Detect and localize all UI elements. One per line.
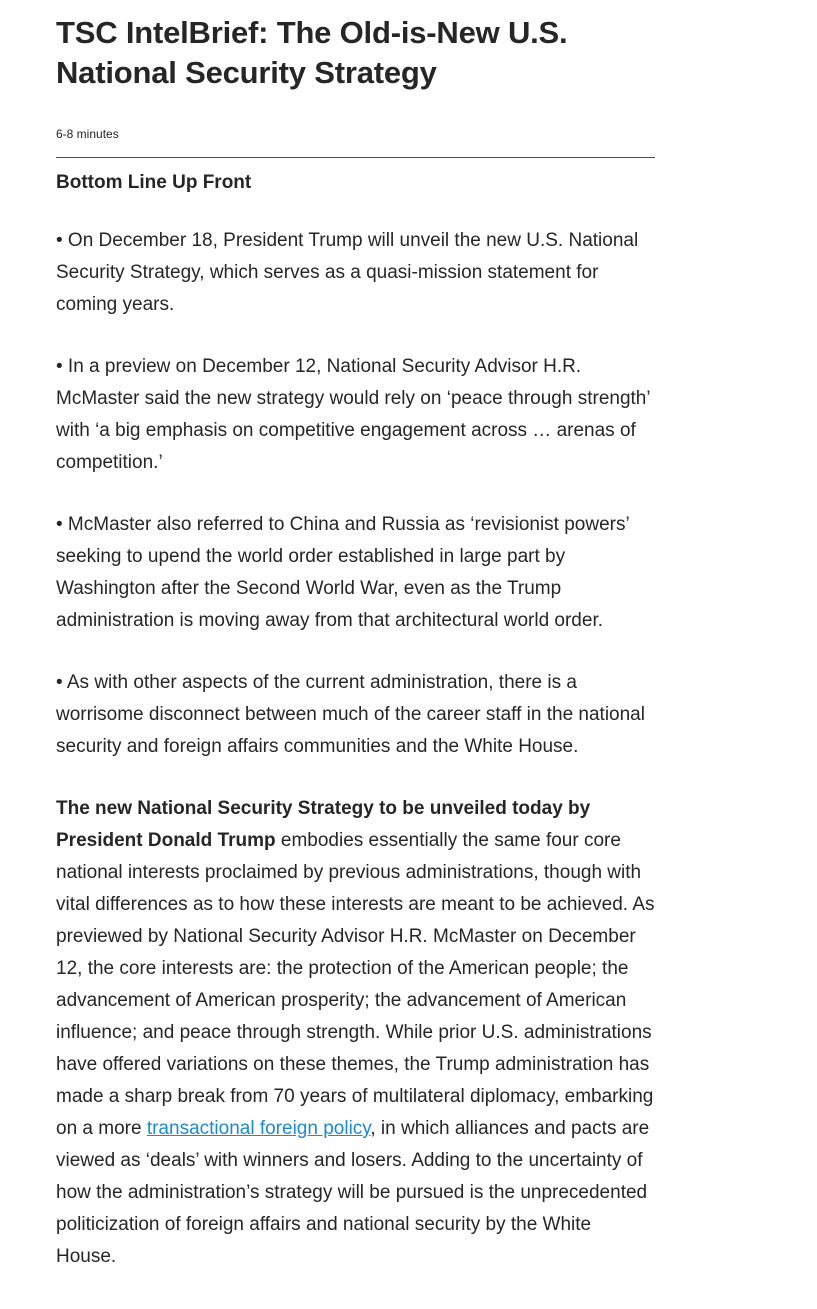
body-text-continued: , in which alliances and pacts are viewed as ‘deals’ with winners and losers. Adding to the uncertainty of how the administration’s strategy will be pursued is the unprecedented politicization of foreign affairs and national security by the White House.: [56, 1118, 650, 1267]
bullet-point: • McMaster also referred to China and Russia as ‘revisionist powers’ seeking to upend the world order established in large part by Washington after the Second World War, even as the Trump administration is moving away from that architectural world order.: [56, 514, 630, 631]
bold-lead: The new National Security Strategy to be unveiled today by President Donald Trump: [56, 798, 591, 851]
read-time: 6-8 minutes: [56, 127, 119, 141]
article-title: TSC IntelBrief: The Old-is-New U.S. National Security Strategy: [56, 15, 568, 90]
bullet-point: • As with other aspects of the current administration, there is a worrisome disconnect between much of the career staff in the national security and foreign affairs communities and the White House.: [56, 672, 645, 757]
body-paragraph: [56, 793, 656, 1273]
section-heading: Bottom Line Up Front: [56, 172, 252, 193]
transactional-foreign-policy-link[interactable]: transactional foreign policy: [146, 1118, 371, 1139]
bullet-point: • In a preview on December 12, National Security Advisor H.R. McMaster said the new strategy would rely on ‘peace through strength’ with ‘a big emphasis on competitive engagement across … arenas of competition.’: [56, 356, 650, 473]
bullet-point: • On December 18, President Trump will unveil the new U.S. National Security Strategy, which serves as a quasi-mission statement for coming years.: [56, 230, 639, 315]
article: [56, 0, 656, 1273]
body-text: embodies essentially the same four core national interests proclaimed by previous administrations, though with vital differences as to how these interests are meant to be achieved. As previewed by National Security Advisor H.R. McMaster on December 12, the core interests are: the protection of the American people; the advancement of American prosperity; the advancement of American influence; and peace through strength. While prior U.S. administrations have offered variations on these themes, the Trump administration has made a sharp break from 70 years of multilateral diplomacy, embarking on a more: [56, 830, 655, 1139]
divider: [56, 157, 655, 158]
